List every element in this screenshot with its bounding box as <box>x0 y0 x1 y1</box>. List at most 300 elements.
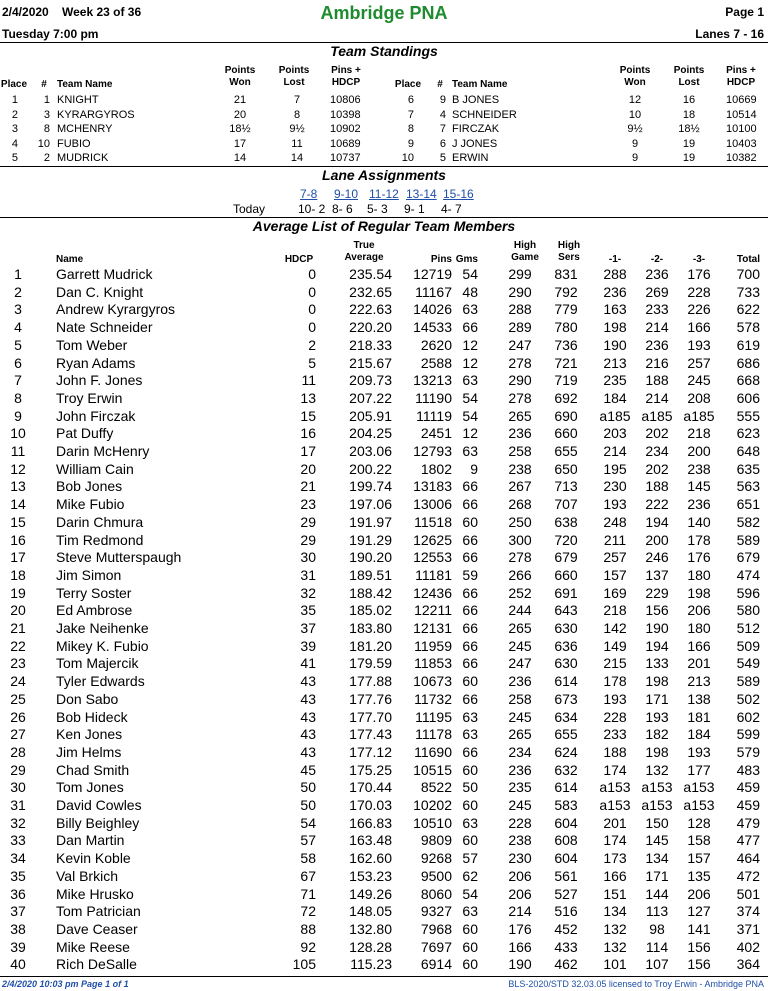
member-average: 170.03 <box>349 797 392 813</box>
member-row <box>0 266 768 284</box>
member-row <box>0 532 768 550</box>
member-games: 54 <box>462 266 478 282</box>
member-high-series: 691 <box>554 584 578 601</box>
member-average: 162.60 <box>349 850 392 867</box>
member-name: Pat Duffy <box>56 425 114 442</box>
member-pins: 11190 <box>415 389 452 406</box>
member-game3: 176 <box>687 549 711 566</box>
member-pins: 13183 <box>413 478 452 495</box>
member-game1: 248 <box>603 513 627 530</box>
member-game2: 216 <box>645 354 669 371</box>
pins-hdcp: 10514 <box>726 108 757 121</box>
member-name: Kevin Koble <box>56 850 131 867</box>
member-hdcp: 5 <box>308 354 316 371</box>
member-pins: 11732 <box>414 690 452 707</box>
member-game1: 218 <box>603 602 627 619</box>
member-rank: 37 <box>10 903 26 920</box>
member-total: 502 <box>736 690 760 707</box>
member-games: 48 <box>462 283 478 300</box>
member-hdcp: 31 <box>300 566 316 583</box>
member-name: Darin Chmura <box>56 513 144 530</box>
col-num-right: # <box>437 79 443 90</box>
lane-pair-link[interactable]: 15-16 <box>443 187 474 201</box>
member-game2: 171 <box>645 690 669 707</box>
member-rank: 29 <box>10 761 26 778</box>
member-name: Mike Fubio <box>56 496 125 513</box>
member-name: Terry Soster <box>56 584 132 601</box>
member-rank: 26 <box>10 708 26 725</box>
member-rank: 15 <box>10 513 26 530</box>
member-hdcp: 16 <box>300 425 316 442</box>
member-game1: 213 <box>603 354 627 371</box>
member-game1: a153 <box>599 797 631 813</box>
member-row <box>0 461 768 479</box>
member-rank: 12 <box>10 460 26 477</box>
member-high-series: 655 <box>554 726 578 743</box>
member-game3: 156 <box>687 938 711 955</box>
col-name: Name <box>56 254 84 265</box>
member-average: 207.22 <box>349 389 392 406</box>
member-game1: 236 <box>603 283 627 300</box>
member-total: 549 <box>736 655 760 672</box>
member-average: 153.23 <box>349 867 392 884</box>
pins-hdcp: 10382 <box>726 152 757 164</box>
member-game2: 214 <box>645 389 669 406</box>
member-high-game: 234 <box>508 743 532 760</box>
member-game2: 137 <box>645 566 669 583</box>
team-place: 5 <box>11 152 18 164</box>
points-won: 9 <box>631 152 639 164</box>
lane-pair-link[interactable]: 9-10 <box>334 187 359 201</box>
member-game3: a185 <box>683 407 715 424</box>
member-games: 63 <box>462 726 478 743</box>
member-rank: 38 <box>10 920 26 937</box>
member-game1: 288 <box>603 266 627 282</box>
points-lost: 18½ <box>678 123 700 135</box>
col-game1: -1- <box>608 254 622 265</box>
member-games: 66 <box>462 319 478 336</box>
member-game3: a153 <box>683 797 715 813</box>
points-lost: 19 <box>682 152 696 164</box>
member-high-game: 267 <box>508 478 532 495</box>
member-high-game: 214 <box>508 903 532 920</box>
member-total: 623 <box>736 425 760 442</box>
member-name: Garrett Mudrick <box>56 266 153 282</box>
member-game1: 134 <box>603 903 627 920</box>
member-game3: 236 <box>687 496 711 513</box>
member-hdcp: 43 <box>300 726 316 743</box>
member-game2: 198 <box>645 673 669 690</box>
member-rank: 21 <box>10 620 26 636</box>
footer-rule <box>0 976 768 977</box>
member-high-game: 268 <box>508 496 532 513</box>
member-rank: 4 <box>14 319 22 336</box>
points-won: 21 <box>233 94 247 106</box>
member-game3: 193 <box>687 743 711 760</box>
col-average: True Average <box>344 240 384 263</box>
col-total: Total <box>736 254 760 265</box>
member-pins: 2620 <box>420 336 452 353</box>
col-pins: Pins <box>430 254 452 265</box>
member-row <box>0 585 768 603</box>
member-games: 12 <box>462 336 478 353</box>
member-hdcp: 92 <box>300 938 316 955</box>
member-high-series: 780 <box>554 319 578 336</box>
member-average: 191.97 <box>349 513 392 530</box>
member-total: 648 <box>736 443 760 459</box>
member-hdcp: 29 <box>300 513 316 530</box>
member-games: 66 <box>462 637 478 654</box>
member-total: 579 <box>736 743 760 760</box>
member-row <box>0 567 768 585</box>
member-row <box>0 939 768 957</box>
member-average: 177.70 <box>349 708 392 725</box>
member-name: William Cain <box>56 460 134 477</box>
member-name: Mike Reese <box>56 938 130 955</box>
member-game1: 142 <box>603 620 627 636</box>
member-game3: 238 <box>687 460 711 477</box>
member-pins: 6914 <box>420 956 452 973</box>
member-average: 199.74 <box>349 478 392 495</box>
points-lost: 19 <box>682 137 696 150</box>
league-title: Ambridge PNA <box>320 3 448 23</box>
member-row <box>0 372 768 390</box>
member-game3: 184 <box>687 726 711 743</box>
points-lost: 18 <box>682 108 696 121</box>
standings-row <box>0 138 768 152</box>
member-high-game: 245 <box>508 708 532 725</box>
member-game1: a153 <box>599 779 631 796</box>
member-average: 222.63 <box>349 301 392 318</box>
member-game2: 234 <box>645 443 669 459</box>
member-hdcp: 20 <box>300 460 316 477</box>
member-game2: 198 <box>645 743 669 760</box>
member-high-series: 660 <box>554 566 578 583</box>
member-high-game: 278 <box>508 389 532 406</box>
member-row <box>0 709 768 727</box>
pins-hdcp: 10806 <box>330 94 361 106</box>
member-pins: 11167 <box>415 283 452 300</box>
member-pins: 9500 <box>420 867 452 884</box>
member-game3: 135 <box>687 867 711 884</box>
lane-pair-link[interactable]: 11-12 <box>369 187 399 201</box>
member-pins: 9268 <box>420 850 452 867</box>
member-average: 204.25 <box>349 425 392 442</box>
member-high-game: 288 <box>508 301 532 318</box>
member-high-game: 278 <box>508 549 532 566</box>
member-name: Billy Beighley <box>56 814 140 831</box>
team-place: 6 <box>407 94 414 106</box>
member-average: 183.80 <box>349 620 392 636</box>
team-name: FUBIO <box>57 137 91 150</box>
member-game2: 202 <box>645 425 669 442</box>
standings-row <box>0 123 768 137</box>
member-game2: 113 <box>645 903 669 920</box>
member-games: 60 <box>462 938 478 955</box>
member-row <box>0 832 768 850</box>
member-row <box>0 903 768 921</box>
member-name: Ryan Adams <box>56 354 136 371</box>
member-game2: 193 <box>645 708 669 725</box>
member-total: 374 <box>736 903 760 920</box>
member-games: 63 <box>462 443 478 459</box>
member-game3: 200 <box>687 443 711 459</box>
member-high-series: 632 <box>554 761 578 778</box>
member-total: 686 <box>736 354 760 371</box>
member-row <box>0 425 768 443</box>
member-high-series: 433 <box>554 938 578 955</box>
member-average: 149.26 <box>349 885 392 902</box>
member-high-game: 238 <box>508 832 532 849</box>
member-high-game: 236 <box>508 761 532 778</box>
member-hdcp: 39 <box>300 637 316 654</box>
member-games: 66 <box>462 743 478 760</box>
member-game2: 202 <box>645 460 669 477</box>
member-hdcp: 43 <box>300 690 316 707</box>
member-rank: 27 <box>10 726 26 743</box>
member-game2: 145 <box>645 832 669 849</box>
member-high-series: 650 <box>554 460 578 477</box>
team-number: 4 <box>439 108 446 121</box>
member-game2: 233 <box>645 301 669 318</box>
member-rank: 30 <box>10 779 26 796</box>
pins-hdcp: 10689 <box>330 137 361 150</box>
member-game1: 163 <box>603 301 627 318</box>
member-high-game: 244 <box>508 602 532 619</box>
member-game1: 195 <box>603 460 627 477</box>
member-name: Andrew Kyrargyros <box>56 301 176 318</box>
points-lost: 14 <box>290 152 304 164</box>
team-name: MCHENRY <box>57 123 113 135</box>
member-rank: 16 <box>10 531 26 548</box>
member-row <box>0 797 768 815</box>
member-game3: 206 <box>687 885 711 902</box>
member-high-game: 245 <box>508 797 532 813</box>
member-name: Bob Hideck <box>56 708 128 725</box>
team-number: 7 <box>439 123 446 135</box>
member-name: Chad Smith <box>56 761 130 778</box>
member-high-series: 679 <box>554 549 578 566</box>
member-name: Mike Hrusko <box>56 885 134 902</box>
member-average: 209.73 <box>349 372 392 389</box>
member-game1: 132 <box>603 938 627 955</box>
member-total: 651 <box>736 496 760 513</box>
member-pins: 13006 <box>413 496 452 513</box>
member-games: 66 <box>462 655 478 672</box>
member-pins: 11195 <box>415 708 452 725</box>
member-pins: 10673 <box>413 673 452 690</box>
points-won: 9½ <box>627 123 643 135</box>
member-total: 483 <box>736 761 760 778</box>
member-high-game: 266 <box>508 566 532 583</box>
member-high-game: 265 <box>508 726 532 743</box>
lane-pair-link[interactable]: 13-14 <box>406 187 437 201</box>
member-game1: 203 <box>603 425 627 442</box>
member-high-series: 452 <box>554 920 578 937</box>
member-hdcp: 43 <box>300 708 316 725</box>
member-game1: 228 <box>603 708 627 725</box>
member-pins: 9327 <box>420 903 452 920</box>
col-team-left: Team Name <box>57 79 113 90</box>
member-high-series: 516 <box>554 903 578 920</box>
report-date: 2/4/2020 <box>2 5 49 19</box>
member-game2: 188 <box>645 372 669 389</box>
member-average: 115.23 <box>350 956 392 973</box>
member-games: 60 <box>462 797 478 813</box>
member-game1: 215 <box>603 655 627 672</box>
member-rank: 33 <box>10 832 26 849</box>
member-name: Jake Neihenke <box>56 620 149 636</box>
member-game3: 156 <box>687 956 711 973</box>
member-game2: 236 <box>645 266 669 282</box>
member-row <box>0 762 768 780</box>
member-game3: 213 <box>687 673 711 690</box>
member-total: 364 <box>736 956 760 973</box>
member-game2: a185 <box>641 407 673 424</box>
member-total: 512 <box>736 620 760 636</box>
member-rank: 39 <box>10 938 26 955</box>
member-hdcp: 37 <box>300 620 316 636</box>
member-average: 163.48 <box>349 832 392 849</box>
member-name: Bob Jones <box>56 478 123 495</box>
member-average: 128.28 <box>349 938 392 955</box>
member-row <box>0 390 768 408</box>
member-hdcp: 0 <box>308 301 316 318</box>
member-rank: 13 <box>10 478 26 495</box>
footer-right: BLS-2020/STD 32.03.05 licensed to Troy Erwin - Ambridge PNA <box>508 979 764 989</box>
member-average: 200.22 <box>349 460 392 477</box>
member-game1: 166 <box>603 867 627 884</box>
member-game3: 157 <box>687 850 711 867</box>
lane-pair-link[interactable]: 7-8 <box>300 187 318 201</box>
member-pins: 10510 <box>413 814 452 831</box>
team-place: 3 <box>11 123 18 135</box>
member-hdcp: 43 <box>300 743 316 760</box>
team-name: SCHNEIDER <box>452 108 517 121</box>
member-row <box>0 638 768 656</box>
member-high-game: 250 <box>508 513 532 530</box>
member-hdcp: 32 <box>300 584 316 601</box>
member-high-game: 299 <box>508 266 532 282</box>
member-high-game: 206 <box>508 867 532 884</box>
member-game1: 193 <box>603 690 627 707</box>
member-pins: 2588 <box>420 354 452 371</box>
member-hdcp: 45 <box>300 761 316 778</box>
standings-row <box>0 94 768 108</box>
member-game2: 194 <box>645 513 669 530</box>
member-pins: 11690 <box>414 743 452 760</box>
member-high-game: 166 <box>508 938 532 955</box>
member-row <box>0 673 768 691</box>
member-hdcp: 50 <box>300 779 316 796</box>
member-game3: 181 <box>687 708 711 725</box>
member-game1: a185 <box>599 407 631 424</box>
team-place: 10 <box>401 152 414 164</box>
team-place: 1 <box>11 94 18 106</box>
member-rank: 14 <box>10 496 26 513</box>
member-high-series: 604 <box>554 850 578 867</box>
member-game3: 128 <box>687 814 711 831</box>
member-name: David Cowles <box>56 797 142 813</box>
member-total: 459 <box>736 779 760 796</box>
member-high-game: 236 <box>508 425 532 442</box>
member-rank: 28 <box>10 743 26 760</box>
member-games: 66 <box>462 620 478 636</box>
member-game1: 257 <box>603 549 627 566</box>
member-game1: 178 <box>603 673 627 690</box>
member-average: 181.20 <box>349 637 392 654</box>
member-high-game: 176 <box>508 920 532 937</box>
col-lost-right: Points Lost <box>673 65 705 88</box>
member-high-series: 634 <box>554 708 578 725</box>
member-total: 602 <box>736 708 760 725</box>
footer-left: 2/4/2020 10:03 pm Page 1 of 1 <box>2 979 129 989</box>
team-place: 7 <box>407 108 414 121</box>
member-pins: 1802 <box>420 460 452 477</box>
member-name: Tom Majercik <box>56 655 139 672</box>
member-game1: 157 <box>603 566 627 583</box>
member-row <box>0 549 768 567</box>
member-name: Ken Jones <box>56 726 123 743</box>
member-row <box>0 868 768 886</box>
member-pins: 8522 <box>420 779 452 796</box>
member-high-series: 614 <box>554 673 578 690</box>
member-high-series: 713 <box>554 478 578 495</box>
member-average: 179.59 <box>349 655 392 672</box>
member-total: 509 <box>736 637 760 654</box>
points-won: 18½ <box>229 123 251 135</box>
member-games: 57 <box>462 850 478 867</box>
member-total: 582 <box>736 513 760 530</box>
member-game3: 138 <box>687 690 711 707</box>
member-games: 63 <box>462 708 478 725</box>
member-hdcp: 50 <box>300 797 316 813</box>
member-games: 60 <box>462 513 478 530</box>
member-name: Tom Patrician <box>56 903 141 920</box>
member-high-series: 643 <box>554 602 578 619</box>
member-row <box>0 602 768 620</box>
member-game3: 178 <box>687 531 711 548</box>
member-pins: 8060 <box>420 885 452 902</box>
member-hdcp: 11 <box>301 372 316 389</box>
page-label: Page 1 <box>725 5 764 19</box>
member-average: 205.91 <box>349 407 392 424</box>
team-number: 6 <box>439 137 446 150</box>
member-high-game: 247 <box>508 336 532 353</box>
member-game3: 198 <box>687 584 711 601</box>
member-high-game: 235 <box>508 779 532 796</box>
points-won: 10 <box>628 108 642 121</box>
team-name: J JONES <box>452 137 498 150</box>
member-pins: 11518 <box>414 513 452 530</box>
points-won: 12 <box>628 94 642 106</box>
member-high-game: 258 <box>508 690 532 707</box>
member-hdcp: 13 <box>300 389 316 406</box>
member-hdcp: 67 <box>300 867 316 884</box>
member-row <box>0 726 768 744</box>
col-hdcp: HDCP <box>284 254 314 265</box>
member-games: 63 <box>462 301 478 318</box>
member-high-series: 630 <box>554 655 578 672</box>
member-high-series: 673 <box>554 690 578 707</box>
member-hdcp: 29 <box>300 531 316 548</box>
member-games: 60 <box>462 761 478 778</box>
col-pins-left: Pins + HDCP <box>331 65 361 88</box>
member-game3: 228 <box>687 283 711 300</box>
member-high-game: 247 <box>508 655 532 672</box>
col-gms: Gms <box>455 254 478 265</box>
member-game1: 198 <box>603 319 627 336</box>
